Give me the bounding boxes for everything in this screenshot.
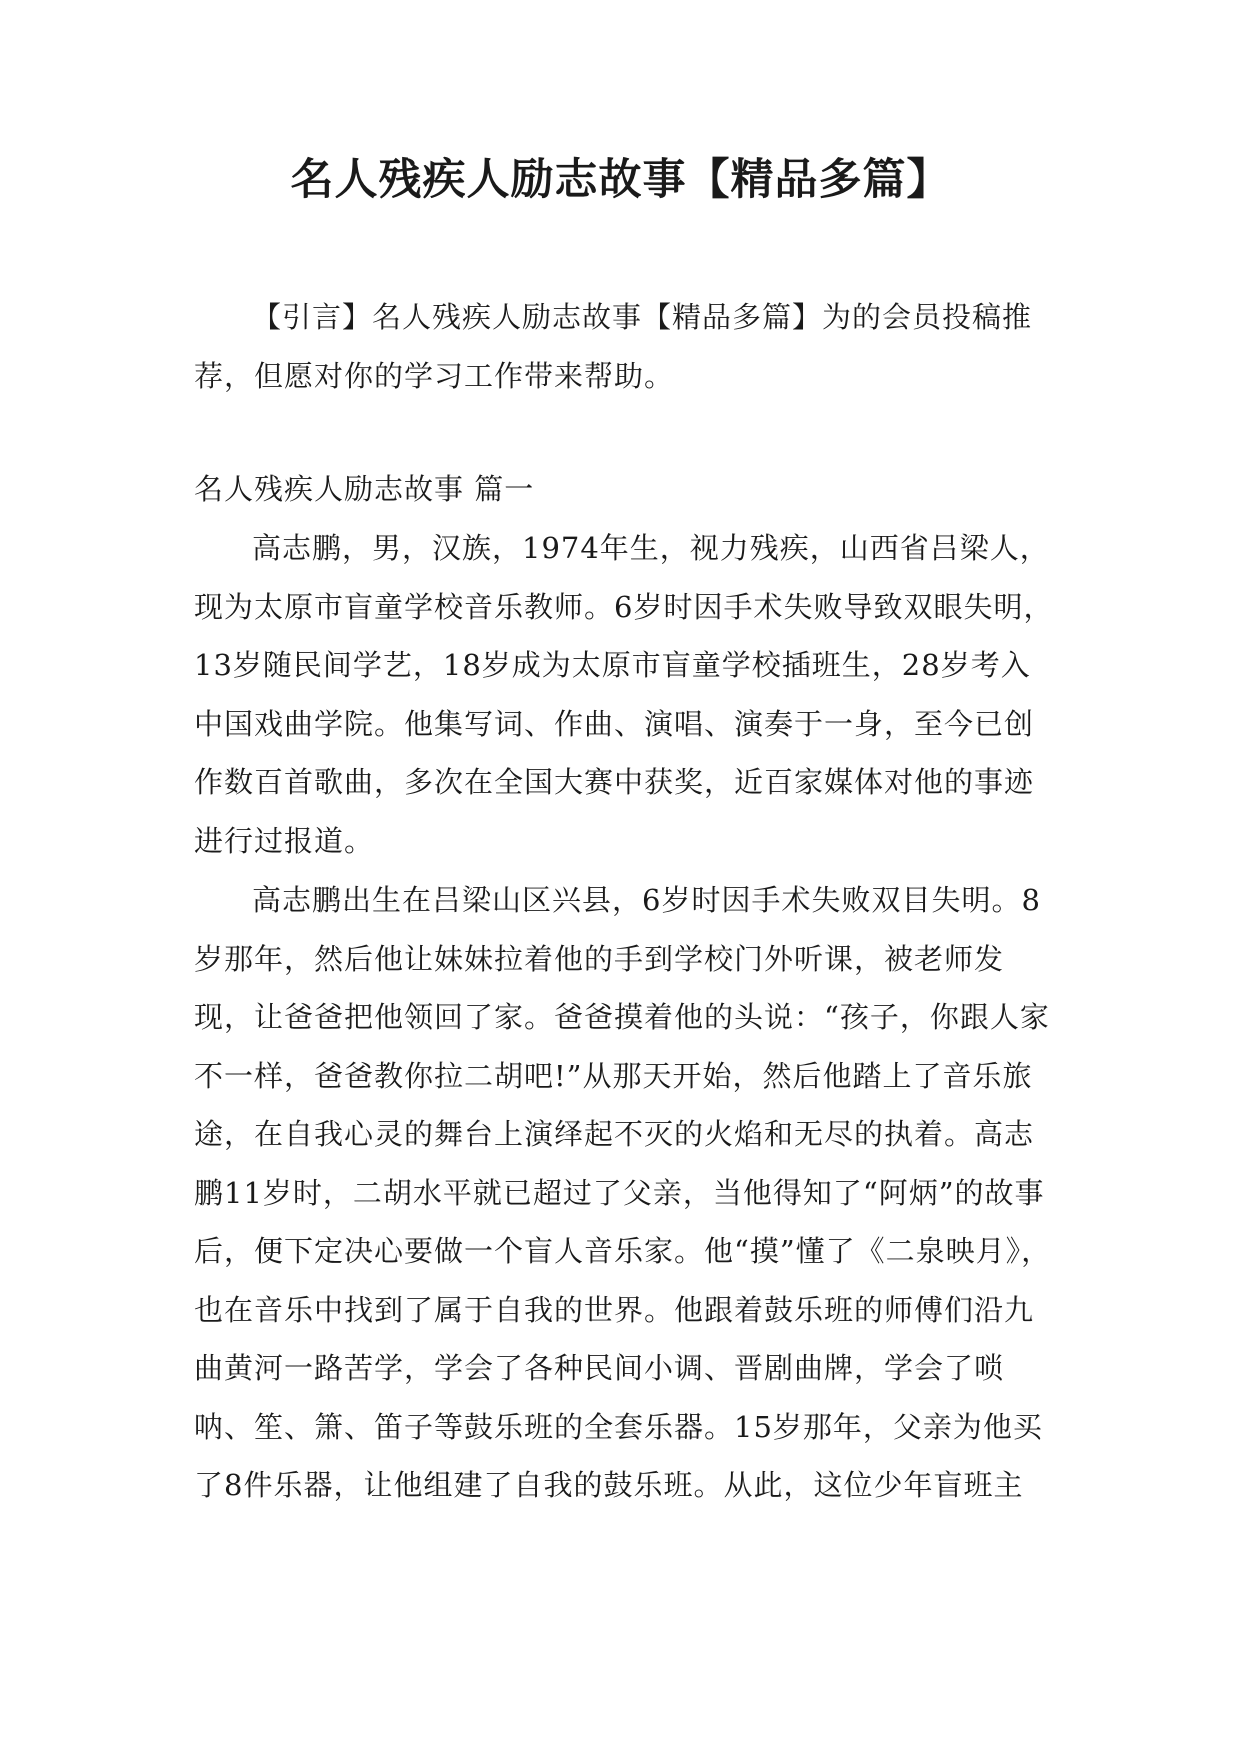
body-paragraph: 高志鹏，男，汉族，1974年生，视力残疾，山西省吕梁人，现为太原市盲童学校音乐教师。6岁时因手术失败导致双眼失明，13岁随民间学艺，18岁成为太原市盲童学校插班生，28岁考入中国戏曲学院。他集写词、作曲、演唱、演奏于一身，至今已创作数百首歌曲，多次在全国大赛中获奖，近百家媒体对他的事迹进行过报道。 (194, 531, 1054, 858)
intro-paragraph: 【引言】名人残疾人励志故事【精品多篇】为的会员投稿推荐，但愿对你的学习工作带来帮助。 (194, 300, 1033, 393)
document-title: 名人残疾人励志故事【精品多篇】 (290, 155, 951, 205)
section-heading: 名人残疾人励志故事 篇一 (194, 472, 535, 506)
body-paragraph: 高志鹏出生在吕梁山区兴县，6岁时因手术失败双目失明。8岁那年，然后他让妹妹拉着他的手到学校门外听课，被老师发现，让爸爸把他领回了家。爸爸摸着他的头说：“孩子，你跟人家不一样，爸爸教你拉二胡吧!”从那天开始，然后他踏上了音乐旅途，在自我心灵的舞台上演绎起不灭的火焰和无尽的执着。高志鹏11岁时，二胡水平就已超过了父亲，当他得知了“阿炳”的故事后，便下定决心要做一个盲人音乐家。他“摸”懂了《二泉映月》，也在音乐中找到了属于自我的世界。他跟着鼓乐班的师傅们沿九曲黄河一路苦学，学会了各种民间小调、晋剧曲牌，学会了唢呐、笙、箫、笛子等鼓乐班的全套乐器。15岁那年，父亲为他买了8件乐器，让他组建了自我的鼓乐班。从此，这位少年盲班主 (194, 883, 1052, 1502)
